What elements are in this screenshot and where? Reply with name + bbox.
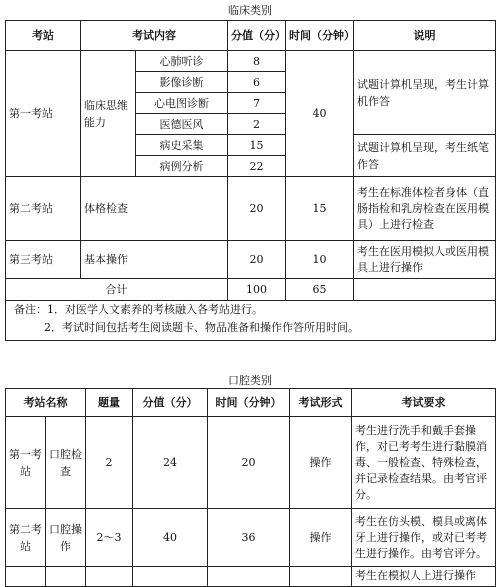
table1-caption: 临床类别 <box>228 4 272 17</box>
station1-note-b: 试题计算机呈现，考生纸笔作答 <box>354 135 496 177</box>
total-note <box>354 279 496 301</box>
station1-time: 40 <box>286 51 354 177</box>
station1-name: 第一考站 <box>6 51 81 177</box>
header-note: 说明 <box>354 21 496 51</box>
item-name: 病史采集 <box>136 135 228 156</box>
header-station: 考站 <box>6 21 81 51</box>
row3-time <box>208 567 290 587</box>
row2-score: 40 <box>133 509 208 567</box>
row3-requirement: 考生在模拟人上进行操作 <box>352 567 496 587</box>
row1-content: 口腔检查 <box>46 417 86 509</box>
total-score: 100 <box>228 279 286 301</box>
row2-requirement: 考生在仿头模、模具或离体牙上进行操作，或对已考考生进行操作。由考官评分。 <box>352 509 496 567</box>
row1-station: 第一考站 <box>6 417 46 509</box>
item-score: 15 <box>228 135 286 156</box>
dental-table <box>5 388 496 587</box>
row3-station <box>6 567 46 587</box>
row2-time: 36 <box>208 509 290 567</box>
note-line-1: 备注：1．对医学人文素养的考核融入各考站进行。 <box>14 303 263 316</box>
header-score: 分值（分） <box>133 389 208 417</box>
header-count: 题量 <box>86 389 133 417</box>
note-line-2: 2．考试时间包括考生阅读题卡、物品准备和操作作答所用时间。 <box>44 321 359 334</box>
header-time: 时间（分钟） <box>286 21 354 51</box>
station2-time: 15 <box>286 177 354 241</box>
row2-count: 2～3 <box>86 509 133 567</box>
row3-count <box>86 567 133 587</box>
item-name: 医德医风 <box>136 114 228 135</box>
station2-score: 20 <box>228 177 286 241</box>
row3-form <box>290 567 352 587</box>
row3-content <box>46 567 86 587</box>
row1-form: 操作 <box>290 417 352 509</box>
row1-time: 20 <box>208 417 290 509</box>
station3-time: 10 <box>286 241 354 279</box>
station1-group: 临床思维能力 <box>81 51 136 177</box>
row2-content: 口腔操作 <box>46 509 86 567</box>
table2-caption: 口腔类别 <box>228 374 272 387</box>
item-score: 2 <box>228 114 286 135</box>
header-content: 考试内容 <box>81 21 228 51</box>
item-name: 心肺听诊 <box>136 51 228 72</box>
row2-station: 第二考站 <box>6 509 46 567</box>
row1-requirement: 考生进行洗手和戴手套操作，对已考考生进行黏膜消毒、一般检查、特殊检查，并记录检查结果。由考官评分。 <box>352 417 496 509</box>
row3-score <box>133 567 208 587</box>
header-score: 分值（分） <box>228 21 286 51</box>
station2-name: 第二考站 <box>6 177 81 241</box>
header-station-name: 考站名称 <box>6 389 86 417</box>
header-time: 时间（分钟） <box>208 389 290 417</box>
header-requirement: 考试要求 <box>352 389 496 417</box>
total-time: 65 <box>286 279 354 301</box>
row1-score: 24 <box>133 417 208 509</box>
station2-content: 体格检查 <box>81 177 228 241</box>
item-score: 7 <box>228 93 286 114</box>
station3-content: 基本操作 <box>81 241 228 279</box>
station3-note: 考生在医用模拟人或医用模具上进行操作 <box>354 241 496 279</box>
item-name: 心电图诊断 <box>136 93 228 114</box>
station2-note: 考生在标准体检者身体（直肠指检和乳房检查在医用模具）上进行检查 <box>354 177 496 241</box>
clinical-table <box>5 20 496 341</box>
row2-form: 操作 <box>290 509 352 567</box>
item-name: 影像诊断 <box>136 72 228 93</box>
station3-score: 20 <box>228 241 286 279</box>
row1-count: 2 <box>86 417 133 509</box>
item-score: 6 <box>228 72 286 93</box>
notes-cell <box>6 301 496 341</box>
station1-note-a: 试题计算机呈现，考生计算机作答 <box>354 51 496 135</box>
header-form: 考试形式 <box>290 389 352 417</box>
item-name: 病例分析 <box>136 156 228 177</box>
station3-name: 第三考站 <box>6 241 81 279</box>
total-label: 合计 <box>6 279 228 301</box>
item-score: 8 <box>228 51 286 72</box>
item-score: 22 <box>228 156 286 177</box>
